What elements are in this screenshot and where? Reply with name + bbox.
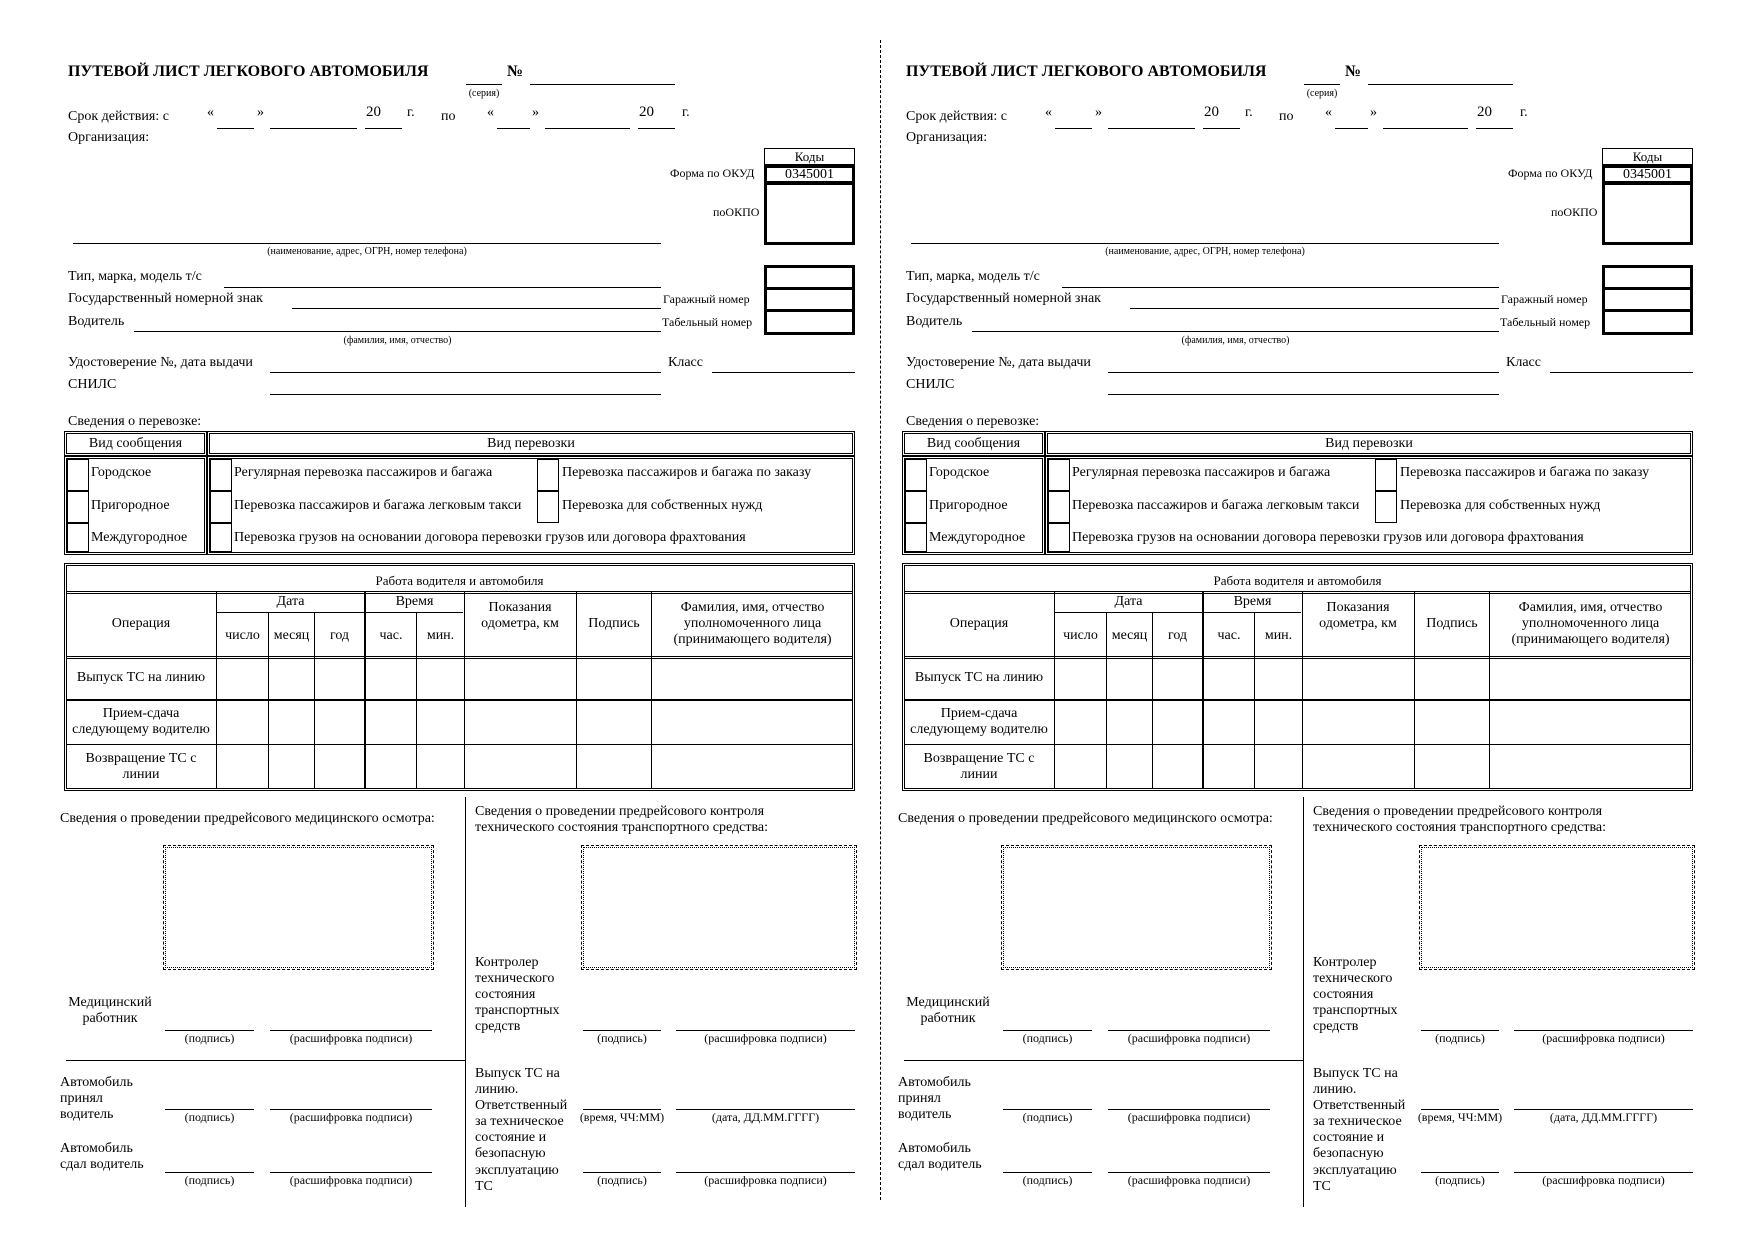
bottom-divider	[1303, 797, 1304, 1207]
okpo-label: поОКПО	[713, 205, 760, 219]
transport-type-checkbox[interactable]	[1375, 459, 1397, 491]
col-odometer: Показания одометра, км	[481, 600, 559, 632]
time-caption: (время, ЧЧ:ММ)	[579, 1110, 665, 1124]
decode-caption: (расшифровка подписи)	[1127, 1031, 1251, 1045]
tabel-label: Табельный номер	[1500, 315, 1591, 329]
col-time: Время	[395, 594, 434, 609]
garage-label: Гаражный номер	[663, 292, 750, 306]
okpo-code-field[interactable]	[1602, 182, 1693, 245]
op-row-label: Возвращение ТС с линии	[923, 751, 1035, 783]
transport-type-header: Вид перевозки	[1045, 431, 1693, 456]
sign-caption: (подпись)	[597, 1031, 647, 1045]
from-month-field[interactable]	[270, 128, 357, 129]
quote-close: »	[532, 105, 539, 120]
codes-header: Коды	[764, 148, 855, 165]
to-label: по	[441, 109, 456, 124]
msg-type-header: Вид сообщения	[902, 431, 1045, 456]
release-responsible-label: Выпуск ТС на линию. Ответственный за техническое состояние и безопасную эксплуатацию ТС	[1313, 1066, 1406, 1194]
col-authorized-person: Фамилия, имя, отчество уполномоченного лица (принимающего водителя)	[673, 600, 832, 648]
accepted-driver-label: Автомобиль принял водитель	[60, 1075, 133, 1123]
sign-caption: (подпись)	[1435, 1173, 1485, 1187]
year-prefix: 20	[366, 104, 381, 120]
class-label: Класс	[668, 355, 703, 370]
okud-code: 0345001	[764, 165, 855, 184]
handed-driver-label: Автомобиль сдал водитель	[60, 1141, 144, 1173]
tech-control-label: Сведения о проведении предрейсового контроля технического состояния транспортного средства:	[475, 804, 768, 836]
bottom-divider	[465, 797, 466, 1207]
msg-type-option: Городское	[91, 465, 152, 480]
decode-caption: (расшифровка подписи)	[704, 1173, 827, 1187]
license-field[interactable]	[270, 372, 661, 373]
col-authorized-person: Фамилия, имя, отчество уполномоченного лица (принимающего водителя)	[1511, 600, 1670, 648]
med-worker-label: Медицинский работник	[68, 995, 152, 1027]
transport-type-option: Перевозка для собственных нужд	[562, 498, 763, 513]
license-label: Удостоверение №, дата выдачи	[906, 355, 1091, 370]
col-date: Дата	[1114, 594, 1143, 609]
quote-close: »	[1095, 105, 1102, 120]
quote-close: »	[1370, 105, 1377, 120]
snils-label: СНИЛС	[68, 377, 117, 392]
vehicle-field[interactable]	[224, 287, 661, 288]
sign-caption: (подпись)	[1022, 1031, 1073, 1045]
transport-type-checkbox[interactable]	[210, 523, 232, 552]
decode-caption: (расшифровка подписи)	[289, 1173, 413, 1187]
tabel-label: Табельный номер	[662, 315, 753, 329]
quote-open: «	[1045, 105, 1052, 120]
number-sign: №	[507, 63, 524, 80]
accepted-driver-label: Автомобиль принял водитель	[898, 1075, 971, 1123]
from-year-field[interactable]	[365, 128, 402, 129]
year-suffix: г.	[682, 105, 690, 120]
okpo-label: поОКПО	[1551, 205, 1598, 219]
col-year: год	[329, 628, 350, 643]
col-signature: Подпись	[588, 616, 640, 631]
msg-type-option: Городское	[929, 465, 990, 480]
to-day-field[interactable]	[1335, 128, 1368, 129]
transport-type-option: Перевозка пассажиров и багажа по заказу	[1400, 465, 1650, 480]
decode-caption: (расшифровка подписи)	[289, 1031, 413, 1045]
codes-header: Коды	[1602, 148, 1693, 165]
transport-type-option: Перевозка пассажиров и багажа по заказу	[562, 465, 812, 480]
snils-field[interactable]	[1108, 394, 1499, 395]
class-field[interactable]	[1550, 372, 1693, 373]
to-month-field[interactable]	[545, 128, 630, 129]
transport-type-checkbox[interactable]	[1048, 491, 1070, 523]
col-signature: Подпись	[1426, 616, 1478, 631]
plate-field[interactable]	[1130, 308, 1499, 309]
vehicle-label: Тип, марка, модель т/с	[906, 269, 1040, 284]
from-year-field[interactable]	[1203, 128, 1240, 129]
garage-label: Гаражный номер	[1501, 292, 1588, 306]
time-caption: (время, ЧЧ:ММ)	[1417, 1110, 1503, 1124]
class-field[interactable]	[712, 372, 855, 373]
to-month-field[interactable]	[1383, 128, 1468, 129]
decode-caption: (расшифровка подписи)	[1127, 1110, 1251, 1124]
sign-caption: (подпись)	[1022, 1173, 1073, 1187]
tech-controller-label: Контролер технического состояния транспортных средств	[1313, 955, 1398, 1035]
transport-type-checkbox[interactable]	[537, 491, 559, 523]
transport-type-checkbox[interactable]	[1048, 523, 1070, 552]
series-field[interactable]	[466, 84, 502, 85]
transport-type-option: Регулярная перевозка пассажиров и багажа	[234, 465, 493, 480]
quote-open: «	[1325, 105, 1332, 120]
msg-type-option: Пригородное	[91, 498, 170, 513]
msg-type-checkbox[interactable]	[67, 523, 89, 552]
okud-label: Форма по ОКУД	[1508, 166, 1593, 180]
plate-label: Государственный номерной знак	[906, 291, 1101, 306]
org-caption: (наименование, адрес, ОГРН, номер телефона)	[1105, 246, 1305, 257]
col-min: мин.	[426, 628, 455, 643]
transport-type-checkbox[interactable]	[1375, 491, 1397, 523]
work-table-header: Работа водителя и автомобиля	[1213, 573, 1382, 588]
transport-type-option: Перевозка пассажиров и багажа легковым такси	[234, 498, 522, 513]
decode-caption: (расшифровка подписи)	[1542, 1031, 1665, 1045]
tech-stamp-area	[581, 845, 857, 970]
driver-field[interactable]	[972, 331, 1499, 332]
from-month-field[interactable]	[1108, 128, 1195, 129]
validity-label: Срок действия: с	[906, 109, 1007, 124]
sign-caption: (подпись)	[184, 1031, 235, 1045]
decode-caption: (расшифровка подписи)	[1127, 1173, 1251, 1187]
med-stamp-area	[163, 845, 434, 970]
okud-label: Форма по ОКУД	[670, 166, 755, 180]
series-caption: (серия)	[1306, 88, 1338, 99]
col-day: число	[1063, 628, 1098, 643]
msg-type-checkbox[interactable]	[905, 523, 927, 552]
form-title: ПУТЕВОЙ ЛИСТ ЛЕГКОВОГО АВТОМОБИЛЯ	[906, 63, 1267, 80]
series-caption: (серия)	[468, 88, 500, 99]
transport-info-label: Сведения о перевозке:	[68, 414, 202, 429]
col-year: год	[1167, 628, 1188, 643]
fio-caption: (фамилия, имя, отчество)	[343, 335, 452, 346]
med-stamp-area	[1001, 845, 1272, 970]
col-min: мин.	[1264, 628, 1293, 643]
number-field[interactable]	[530, 84, 675, 85]
msg-type-option: Междугородное	[929, 530, 1026, 545]
col-day: число	[225, 628, 260, 643]
col-operation: Операция	[949, 616, 1009, 631]
col-operation: Операция	[111, 616, 171, 631]
msg-type-option: Пригородное	[929, 498, 1008, 513]
transport-type-checkbox[interactable]	[537, 459, 559, 491]
decode-caption: (расшифровка подписи)	[1542, 1173, 1665, 1187]
transport-type-option: Перевозка грузов на основании договора перевозки грузов или договора фрахтования	[1072, 530, 1584, 545]
col-time: Время	[1233, 594, 1272, 609]
quote-close: »	[257, 105, 264, 120]
year-suffix: г.	[407, 105, 415, 120]
msg-type-option: Междугородное	[91, 530, 188, 545]
class-label: Класс	[1506, 355, 1541, 370]
med-exam-label: Сведения о проведении предрейсового медицинского осмотра:	[60, 811, 435, 826]
year-prefix: 20	[639, 104, 654, 120]
organization-field[interactable]	[73, 243, 661, 244]
release-responsible-label: Выпуск ТС на линию. Ответственный за техническое состояние и безопасную эксплуатацию ТС	[475, 1066, 568, 1194]
vehicle-label: Тип, марка, модель т/с	[68, 269, 202, 284]
date-caption: (дата, ДД.ММ.ГГГГ)	[711, 1110, 820, 1124]
license-field[interactable]	[1108, 372, 1499, 373]
okud-code: 0345001	[1602, 165, 1693, 184]
form-title: ПУТЕВОЙ ЛИСТ ЛЕГКОВОГО АВТОМОБИЛЯ	[68, 63, 429, 80]
driver-field[interactable]	[134, 331, 661, 332]
sign-caption: (подпись)	[184, 1110, 235, 1124]
to-day-field[interactable]	[497, 128, 530, 129]
license-label: Удостоверение №, дата выдачи	[68, 355, 253, 370]
sign-caption: (подпись)	[184, 1173, 235, 1187]
series-field[interactable]	[1304, 84, 1340, 85]
quote-open: «	[207, 105, 214, 120]
year-suffix: г.	[1520, 105, 1528, 120]
tech-controller-label: Контролер технического состояния транспортных средств	[475, 955, 560, 1035]
org-caption: (наименование, адрес, ОГРН, номер телефона)	[267, 246, 467, 257]
decode-caption: (расшифровка подписи)	[289, 1110, 413, 1124]
op-row-label: Возвращение ТС с линии	[85, 751, 197, 783]
col-month: месяц	[1111, 628, 1148, 643]
transport-type-header: Вид перевозки	[207, 431, 855, 456]
op-row-label: Прием-сдача следующему водителю	[72, 706, 210, 738]
driver-label: Водитель	[68, 314, 125, 329]
to-label: по	[1279, 109, 1294, 124]
med-exam-label: Сведения о проведении предрейсового медицинского осмотра:	[898, 811, 1273, 826]
organization-label: Организация:	[68, 130, 150, 145]
op-row-label: Выпуск ТС на линию	[914, 670, 1044, 685]
transport-type-option: Перевозка пассажиров и багажа легковым такси	[1072, 498, 1360, 513]
med-worker-label: Медицинский работник	[906, 995, 990, 1027]
number-field[interactable]	[1368, 84, 1513, 85]
year-prefix: 20	[1477, 104, 1492, 120]
validity-label: Срок действия: с	[68, 109, 169, 124]
transport-type-checkbox[interactable]	[210, 459, 232, 491]
plate-label: Государственный номерной знак	[68, 291, 263, 306]
organization-field[interactable]	[911, 243, 1499, 244]
year-suffix: г.	[1245, 105, 1253, 120]
vehicle-field[interactable]	[1062, 287, 1499, 288]
date-caption: (дата, ДД.ММ.ГГГГ)	[1549, 1110, 1658, 1124]
fio-caption: (фамилия, имя, отчество)	[1181, 335, 1290, 346]
col-date: Дата	[276, 594, 305, 609]
snils-label: СНИЛС	[906, 377, 955, 392]
msg-type-header: Вид сообщения	[64, 431, 207, 456]
year-prefix: 20	[1204, 104, 1219, 120]
transport-type-option: Регулярная перевозка пассажиров и багажа	[1072, 465, 1331, 480]
from-day-field[interactable]	[1055, 128, 1092, 129]
sign-caption: (подпись)	[1435, 1031, 1485, 1045]
plate-field[interactable]	[292, 308, 661, 309]
msg-type-checkbox[interactable]	[67, 491, 89, 523]
tech-stamp-area	[1419, 845, 1695, 970]
quote-open: «	[487, 105, 494, 120]
garage-tabel-codes	[1602, 265, 1693, 335]
sign-caption: (подпись)	[597, 1173, 647, 1187]
from-day-field[interactable]	[217, 128, 254, 129]
msg-type-checkbox[interactable]	[905, 459, 927, 491]
decode-caption: (расшифровка подписи)	[704, 1031, 827, 1045]
to-year-field[interactable]	[1476, 128, 1513, 129]
transport-type-option: Перевозка грузов на основании договора перевозки грузов или договора фрахтования	[234, 530, 746, 545]
sign-caption: (подпись)	[1022, 1110, 1073, 1124]
waybill-right	[838, 0, 1715, 1241]
transport-info-label: Сведения о перевозке:	[906, 414, 1040, 429]
op-row-label: Прием-сдача следующему водителю	[910, 706, 1048, 738]
msg-type-checkbox[interactable]	[905, 491, 927, 523]
transport-type-checkbox[interactable]	[1048, 459, 1070, 491]
op-row-label: Выпуск ТС на линию	[76, 670, 206, 685]
number-sign: №	[1345, 63, 1362, 80]
tech-control-label: Сведения о проведении предрейсового контроля технического состояния транспортного средства:	[1313, 804, 1606, 836]
transport-type-option: Перевозка для собственных нужд	[1400, 498, 1601, 513]
col-month: месяц	[273, 628, 310, 643]
snils-field[interactable]	[270, 394, 661, 395]
col-hour: час.	[1217, 628, 1241, 643]
col-hour: час.	[379, 628, 403, 643]
transport-type-checkbox[interactable]	[210, 491, 232, 523]
col-odometer: Показания одометра, км	[1319, 600, 1397, 632]
msg-type-checkbox[interactable]	[67, 459, 89, 491]
handed-driver-label: Автомобиль сдал водитель	[898, 1141, 982, 1173]
driver-label: Водитель	[906, 314, 963, 329]
work-table-header: Работа водителя и автомобиля	[375, 573, 544, 588]
to-year-field[interactable]	[638, 128, 675, 129]
organization-label: Организация:	[906, 130, 988, 145]
